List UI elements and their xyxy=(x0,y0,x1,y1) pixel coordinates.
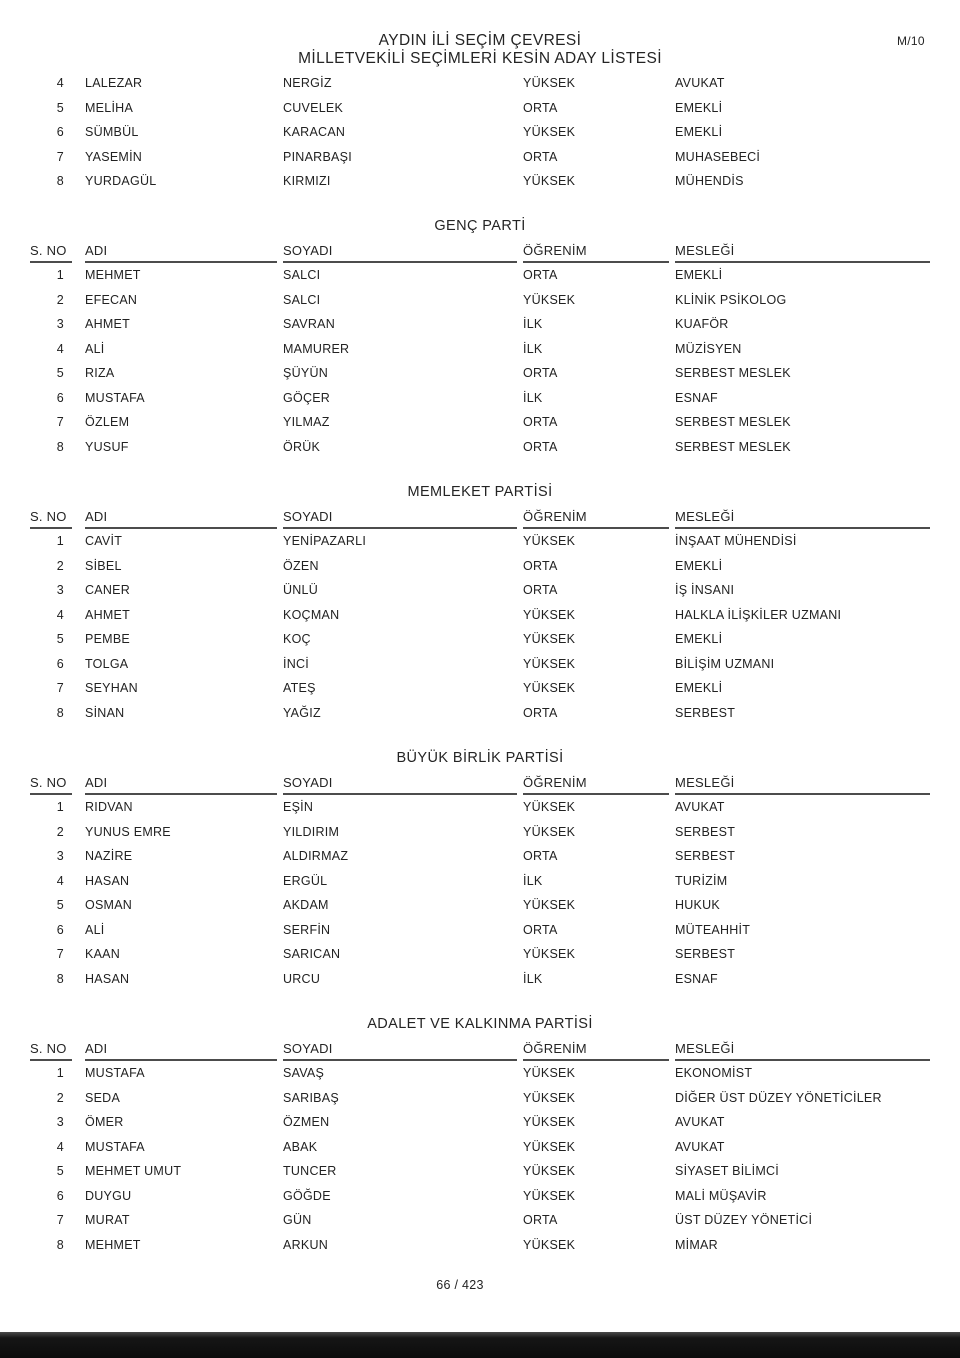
cell-sno: 4 xyxy=(56,76,64,91)
cell-soyadi: KIRMIZI xyxy=(283,174,331,189)
cell-ogrenim: YÜKSEK xyxy=(523,947,576,962)
cell-meslegi: MUHASEBECİ xyxy=(675,149,761,164)
table-row xyxy=(30,578,960,603)
cell-meslegi: AVUKAT xyxy=(675,76,725,91)
scan-edge-bar xyxy=(0,1332,960,1358)
table-row xyxy=(30,337,960,362)
cell-sno: 7 xyxy=(56,415,64,430)
cell-meslegi: AVUKAT xyxy=(675,1139,725,1154)
cell-meslegi: SERBEST MESLEK xyxy=(675,366,791,381)
column-header-soyadi: SOYADI xyxy=(283,509,517,529)
cell-meslegi: SERBEST xyxy=(675,705,736,720)
cell-meslegi: SERBEST xyxy=(675,947,736,962)
table-row xyxy=(30,844,960,869)
cell-meslegi: EKONOMİST xyxy=(675,1066,753,1081)
cell-adi: YUNUS EMRE xyxy=(85,824,171,839)
page-code: M/10 xyxy=(897,34,925,48)
cell-meslegi: AVUKAT xyxy=(675,800,725,815)
table-row xyxy=(30,893,960,918)
cell-soyadi: YILDIRIM xyxy=(283,824,340,839)
cell-adi: OSMAN xyxy=(85,898,133,913)
cell-meslegi: ÜST DÜZEY YÖNETİCİ xyxy=(675,1213,813,1228)
column-header-ogrenim: ÖĞRENİM xyxy=(523,775,669,795)
cell-ogrenim: ORTA xyxy=(523,1213,558,1228)
cell-ogrenim: YÜKSEK xyxy=(523,534,576,549)
cell-sno: 5 xyxy=(56,366,64,381)
cell-ogrenim: ORTA xyxy=(523,100,558,115)
cell-soyadi: ÖZMEN xyxy=(283,1115,330,1130)
cell-sno: 2 xyxy=(56,558,64,573)
cell-soyadi: SAVAŞ xyxy=(283,1066,325,1081)
cell-soyadi: ÖZEN xyxy=(283,558,319,573)
table-row xyxy=(30,1110,960,1135)
cell-ogrenim: YÜKSEK xyxy=(523,607,576,622)
cell-soyadi: GÜN xyxy=(283,1213,312,1228)
cell-soyadi: URCU xyxy=(283,971,321,986)
column-header-sno: S. NO xyxy=(30,1041,72,1061)
cell-soyadi: NERGİZ xyxy=(283,76,332,91)
cell-sno: 8 xyxy=(56,705,64,720)
cell-meslegi: KUAFÖR xyxy=(675,317,729,332)
cell-soyadi: SERFİN xyxy=(283,922,331,937)
cell-ogrenim: YÜKSEK xyxy=(523,1090,576,1105)
cell-meslegi: MÜHENDİS xyxy=(675,174,744,189)
party-rows xyxy=(0,1061,960,1257)
cell-adi: SEDA xyxy=(85,1090,121,1105)
cell-soyadi: KOÇ xyxy=(283,632,311,647)
table-row xyxy=(30,529,960,554)
cell-soyadi: KARACAN xyxy=(283,125,346,140)
cell-meslegi: MALİ MÜŞAVİR xyxy=(675,1188,767,1203)
cell-sno: 4 xyxy=(56,873,64,888)
table-row xyxy=(30,1208,960,1233)
table-header-row xyxy=(30,243,960,261)
cell-adi: NAZİRE xyxy=(85,849,133,864)
cell-ogrenim: ORTA xyxy=(523,439,558,454)
cell-sno: 1 xyxy=(56,1066,64,1081)
party-title: BÜYÜK BİRLİK PARTİSİ xyxy=(396,750,564,766)
cell-sno: 4 xyxy=(56,607,64,622)
cell-ogrenim: YÜKSEK xyxy=(523,1115,576,1130)
table-header-row xyxy=(30,775,960,793)
cell-soyadi: ÖRÜK xyxy=(283,439,321,454)
table-row xyxy=(30,386,960,411)
cell-soyadi: ALDIRMAZ xyxy=(283,849,349,864)
cell-sno: 3 xyxy=(56,1115,64,1130)
cell-sno: 5 xyxy=(56,898,64,913)
cell-adi: MEHMET UMUT xyxy=(85,1164,182,1179)
cell-sno: 5 xyxy=(56,1164,64,1179)
cell-adi: MEHMET xyxy=(85,1237,141,1252)
column-header-meslegi: MESLEĞİ xyxy=(675,509,930,529)
table-row xyxy=(30,942,960,967)
cell-soyadi: EŞİN xyxy=(283,800,314,815)
cell-adi: SÜMBÜL xyxy=(85,125,139,140)
cell-ogrenim: ORTA xyxy=(523,415,558,430)
cell-adi: EFECAN xyxy=(85,292,138,307)
cell-meslegi: MÜTEAHHİT xyxy=(675,922,751,937)
table-row xyxy=(30,554,960,579)
cell-ogrenim: YÜKSEK xyxy=(523,125,576,140)
table-row xyxy=(30,1159,960,1184)
party-rows xyxy=(0,263,960,459)
cell-soyadi: GÖÇER xyxy=(283,390,331,405)
column-gap xyxy=(78,1058,85,1061)
cell-sno: 1 xyxy=(56,800,64,815)
cell-sno: 8 xyxy=(56,971,64,986)
column-header-soyadi: SOYADI xyxy=(283,1041,517,1061)
cell-meslegi: AVUKAT xyxy=(675,1115,725,1130)
cell-adi: SİNAN xyxy=(85,705,125,720)
table-row xyxy=(30,288,960,313)
cell-meslegi: EMEKLİ xyxy=(675,558,723,573)
cell-ogrenim: YÜKSEK xyxy=(523,824,576,839)
cell-adi: MUSTAFA xyxy=(85,1139,145,1154)
cell-adi: ALİ xyxy=(85,341,105,356)
party-section xyxy=(0,219,960,459)
cell-sno: 4 xyxy=(56,1139,64,1154)
cell-sno: 3 xyxy=(56,583,64,598)
cell-meslegi: KLİNİK PSİKOLOG xyxy=(675,292,787,307)
cell-soyadi: SALCI xyxy=(283,268,321,283)
table-header-row xyxy=(30,1041,960,1059)
cell-meslegi: SERBEST MESLEK xyxy=(675,415,791,430)
cell-sno: 6 xyxy=(56,922,64,937)
cell-soyadi: ERGÜL xyxy=(283,873,328,888)
table-row xyxy=(30,169,960,194)
cell-soyadi: SALCI xyxy=(283,292,321,307)
cell-ogrenim: YÜKSEK xyxy=(523,174,576,189)
column-gap xyxy=(78,792,85,795)
cell-soyadi: SARICAN xyxy=(283,947,341,962)
cell-sno: 3 xyxy=(56,849,64,864)
cell-ogrenim: YÜKSEK xyxy=(523,681,576,696)
cell-adi: SİBEL xyxy=(85,558,122,573)
cell-adi: HASAN xyxy=(85,873,130,888)
party-rows xyxy=(0,795,960,991)
cell-ogrenim: ORTA xyxy=(523,849,558,864)
cell-meslegi: İŞ İNSANI xyxy=(675,583,735,598)
column-header-ogrenim: ÖĞRENİM xyxy=(523,243,669,263)
cell-meslegi: EMEKLİ xyxy=(675,632,723,647)
table-row xyxy=(30,795,960,820)
cell-ogrenim: İLK xyxy=(523,341,543,356)
cell-ogrenim: YÜKSEK xyxy=(523,1066,576,1081)
cell-meslegi: ESNAF xyxy=(675,971,718,986)
party-rows xyxy=(0,529,960,725)
cell-soyadi: SAVRAN xyxy=(283,317,335,332)
cell-ogrenim: ORTA xyxy=(523,149,558,164)
cell-ogrenim: İLK xyxy=(523,873,543,888)
column-header-meslegi: MESLEĞİ xyxy=(675,243,930,263)
cell-meslegi: SİYASET BİLİMCİ xyxy=(675,1164,780,1179)
cell-sno: 4 xyxy=(56,341,64,356)
cell-sno: 8 xyxy=(56,1237,64,1252)
cell-meslegi: ESNAF xyxy=(675,390,718,405)
cell-ogrenim: ORTA xyxy=(523,922,558,937)
cell-meslegi: EMEKLİ xyxy=(675,125,723,140)
cell-ogrenim: ORTA xyxy=(523,558,558,573)
cell-sno: 7 xyxy=(56,149,64,164)
cell-soyadi: AKDAM xyxy=(283,898,329,913)
column-header-sno: S. NO xyxy=(30,243,72,263)
cell-ogrenim: YÜKSEK xyxy=(523,1164,576,1179)
cell-adi: MELİHA xyxy=(85,100,134,115)
cell-ogrenim: ORTA xyxy=(523,705,558,720)
cell-adi: MURAT xyxy=(85,1213,130,1228)
cell-sno: 5 xyxy=(56,632,64,647)
cell-sno: 7 xyxy=(56,681,64,696)
column-header-adi: ADI xyxy=(85,509,277,529)
table-row xyxy=(30,652,960,677)
document-title-line2: MİLLETVEKİLİ SEÇİMLERİ KESİN ADAY LİSTESİ xyxy=(298,50,662,67)
cell-soyadi: İNCİ xyxy=(283,656,309,671)
cell-sno: 1 xyxy=(56,534,64,549)
table-row xyxy=(30,1184,960,1209)
continuation-table xyxy=(0,71,960,194)
table-row xyxy=(30,603,960,628)
cell-adi: DUYGU xyxy=(85,1188,132,1203)
column-header-ogrenim: ÖĞRENİM xyxy=(523,509,669,529)
party-section xyxy=(0,485,960,725)
cell-soyadi: PINARBAŞI xyxy=(283,149,352,164)
cell-adi: TOLGA xyxy=(85,656,129,671)
column-header-ogrenim: ÖĞRENİM xyxy=(523,1041,669,1061)
cell-adi: PEMBE xyxy=(85,632,131,647)
cell-sno: 8 xyxy=(56,174,64,189)
cell-sno: 6 xyxy=(56,1188,64,1203)
cell-adi: MUSTAFA xyxy=(85,1066,145,1081)
cell-soyadi: YAĞIZ xyxy=(283,705,321,720)
cell-meslegi: İNŞAAT MÜHENDİSİ xyxy=(675,534,797,549)
cell-sno: 2 xyxy=(56,824,64,839)
cell-sno: 1 xyxy=(56,268,64,283)
cell-soyadi: ARKUN xyxy=(283,1237,329,1252)
column-header-soyadi: SOYADI xyxy=(283,775,517,795)
table-row xyxy=(30,869,960,894)
cell-ogrenim: YÜKSEK xyxy=(523,1139,576,1154)
cell-soyadi: CUVELEK xyxy=(283,100,344,115)
cell-ogrenim: YÜKSEK xyxy=(523,1237,576,1252)
cell-soyadi: ŞÜYÜN xyxy=(283,366,329,381)
table-row xyxy=(30,676,960,701)
party-section xyxy=(0,1017,960,1257)
cell-meslegi: SERBEST MESLEK xyxy=(675,439,791,454)
cell-adi: AHMET xyxy=(85,607,130,622)
party-title: ADALET VE KALKINMA PARTİSİ xyxy=(367,1016,593,1032)
page-number: 66 / 423 xyxy=(436,1278,484,1292)
cell-adi: RIZA xyxy=(85,366,115,381)
column-gap xyxy=(78,526,85,529)
party-title: MEMLEKET PARTİSİ xyxy=(407,484,553,500)
cell-soyadi: GÖĞDE xyxy=(283,1188,331,1203)
table-row xyxy=(30,145,960,170)
party-section xyxy=(0,751,960,991)
cell-meslegi: TURİZİM xyxy=(675,873,728,888)
column-header-sno: S. NO xyxy=(30,775,72,795)
table-row xyxy=(30,918,960,943)
cell-meslegi: EMEKLİ xyxy=(675,100,723,115)
table-row xyxy=(30,71,960,96)
cell-ogrenim: YÜKSEK xyxy=(523,656,576,671)
column-header-meslegi: MESLEĞİ xyxy=(675,775,930,795)
cell-soyadi: MAMURER xyxy=(283,341,350,356)
column-header-sno: S. NO xyxy=(30,509,72,529)
cell-ogrenim: ORTA xyxy=(523,583,558,598)
cell-adi: HASAN xyxy=(85,971,130,986)
table-row xyxy=(30,820,960,845)
cell-adi: CAVİT xyxy=(85,534,123,549)
cell-meslegi: MÜZİSYEN xyxy=(675,341,742,356)
cell-meslegi: SERBEST xyxy=(675,849,736,864)
cell-ogrenim: YÜKSEK xyxy=(523,632,576,647)
table-row xyxy=(30,967,960,992)
cell-meslegi: BİLİŞİM UZMANI xyxy=(675,656,775,671)
cell-ogrenim: YÜKSEK xyxy=(523,292,576,307)
cell-adi: YASEMİN xyxy=(85,149,143,164)
cell-sno: 7 xyxy=(56,947,64,962)
table-row xyxy=(30,1061,960,1086)
cell-meslegi: MİMAR xyxy=(675,1237,718,1252)
cell-adi: YUSUF xyxy=(85,439,129,454)
cell-meslegi: SERBEST xyxy=(675,824,736,839)
table-row xyxy=(30,1135,960,1160)
cell-sno: 6 xyxy=(56,390,64,405)
cell-sno: 2 xyxy=(56,292,64,307)
cell-soyadi: YENİPAZARLI xyxy=(283,534,367,549)
party-title: GENÇ PARTİ xyxy=(434,218,526,234)
cell-soyadi: YILMAZ xyxy=(283,415,330,430)
table-row xyxy=(30,1233,960,1258)
cell-ogrenim: İLK xyxy=(523,317,543,332)
cell-soyadi: KOÇMAN xyxy=(283,607,340,622)
cell-adi: KAAN xyxy=(85,947,121,962)
cell-sno: 2 xyxy=(56,1090,64,1105)
cell-meslegi: EMEKLİ xyxy=(675,681,723,696)
cell-ogrenim: İLK xyxy=(523,971,543,986)
cell-soyadi: ABAK xyxy=(283,1139,318,1154)
cell-adi: YURDAGÜL xyxy=(85,174,157,189)
cell-soyadi: TUNCER xyxy=(283,1164,337,1179)
cell-sno: 6 xyxy=(56,656,64,671)
column-header-adi: ADI xyxy=(85,775,277,795)
table-row xyxy=(30,1086,960,1111)
table-row xyxy=(30,312,960,337)
cell-adi: RIDVAN xyxy=(85,800,133,815)
cell-ogrenim: ORTA xyxy=(523,268,558,283)
column-gap xyxy=(78,260,85,263)
column-header-meslegi: MESLEĞİ xyxy=(675,1041,930,1061)
table-header-row xyxy=(30,509,960,527)
cell-meslegi: DİĞER ÜST DÜZEY YÖNETİCİLER xyxy=(675,1090,882,1105)
cell-meslegi: EMEKLİ xyxy=(675,268,723,283)
cell-sno: 5 xyxy=(56,100,64,115)
cell-adi: ÖMER xyxy=(85,1115,124,1130)
cell-ogrenim: YÜKSEK xyxy=(523,800,576,815)
cell-sno: 8 xyxy=(56,439,64,454)
cell-adi: CANER xyxy=(85,583,131,598)
column-header-adi: ADI xyxy=(85,243,277,263)
cell-adi: ÖZLEM xyxy=(85,415,130,430)
cell-meslegi: HUKUK xyxy=(675,898,721,913)
cell-soyadi: ÜNLÜ xyxy=(283,583,319,598)
cell-adi: ALİ xyxy=(85,922,105,937)
cell-adi: MEHMET xyxy=(85,268,141,283)
cell-ogrenim: YÜKSEK xyxy=(523,1188,576,1203)
cell-soyadi: ATEŞ xyxy=(283,681,316,696)
cell-sno: 3 xyxy=(56,317,64,332)
cell-meslegi: HALKLA İLİŞKİLER UZMANI xyxy=(675,607,842,622)
table-row xyxy=(30,263,960,288)
document-title-line1: AYDIN İLİ SEÇİM ÇEVRESİ xyxy=(378,32,582,49)
table-row xyxy=(30,435,960,460)
table-row xyxy=(30,701,960,726)
cell-soyadi: SARIBAŞ xyxy=(283,1090,339,1105)
table-row xyxy=(30,120,960,145)
table-row xyxy=(30,410,960,435)
column-header-soyadi: SOYADI xyxy=(283,243,517,263)
cell-sno: 7 xyxy=(56,1213,64,1228)
cell-ogrenim: ORTA xyxy=(523,366,558,381)
cell-adi: LALEZAR xyxy=(85,76,143,91)
cell-sno: 6 xyxy=(56,125,64,140)
cell-adi: SEYHAN xyxy=(85,681,138,696)
cell-ogrenim: İLK xyxy=(523,390,543,405)
table-row xyxy=(30,361,960,386)
cell-ogrenim: YÜKSEK xyxy=(523,76,576,91)
cell-ogrenim: YÜKSEK xyxy=(523,898,576,913)
column-header-adi: ADI xyxy=(85,1041,277,1061)
table-row xyxy=(30,627,960,652)
cell-adi: MUSTAFA xyxy=(85,390,145,405)
table-row xyxy=(30,96,960,121)
cell-adi: AHMET xyxy=(85,317,130,332)
